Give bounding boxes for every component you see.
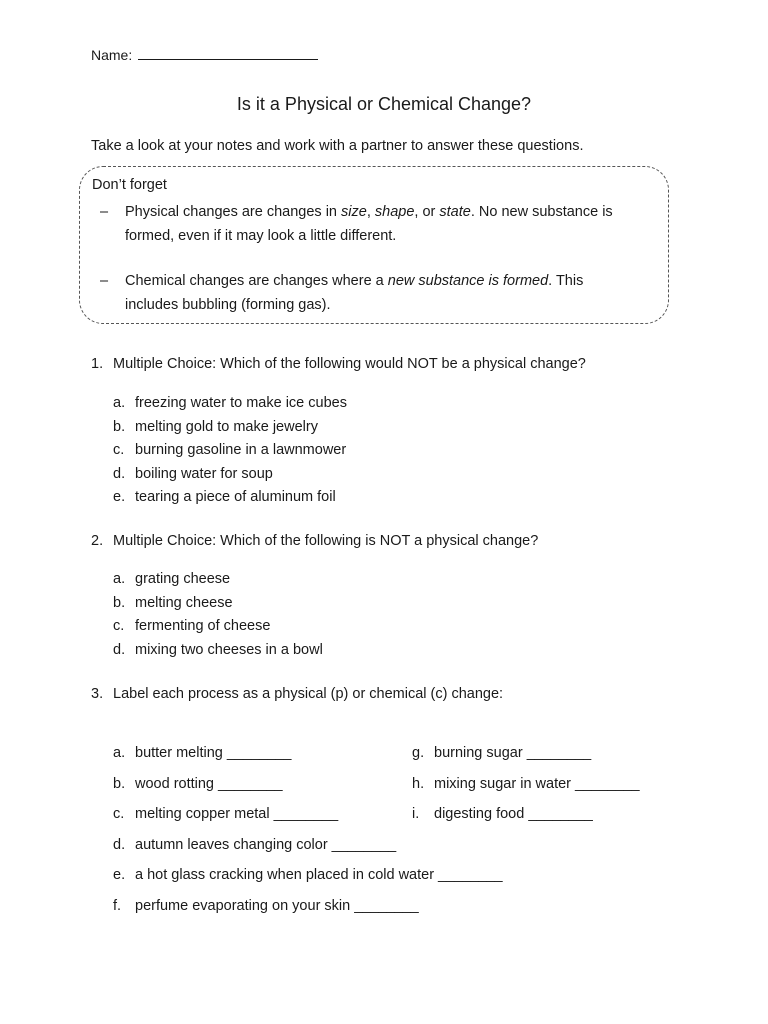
label-item[interactable]: e. a hot glass cracking when placed in cold water ________	[113, 867, 503, 883]
answer-option[interactable]: a. grating cheese	[113, 571, 231, 587]
name-blank-line	[138, 47, 318, 60]
answer-option[interactable]: b. melting cheese	[113, 594, 233, 611]
page-title: Is it a Physical or Chemical Change?	[236, 94, 532, 114]
reminder-box	[79, 166, 669, 324]
question-text: Multiple Choice: Which of the following would NOT be a physical change?	[113, 356, 586, 372]
reminder-bullet-physical	[100, 200, 640, 248]
question-number: 3.	[91, 686, 104, 702]
dash-bullet: –	[100, 204, 109, 220]
reminder-bullet-chemical	[100, 269, 640, 317]
label-item[interactable]: f. perfume evaporating on your skin ________	[113, 897, 419, 914]
label-item[interactable]: c. melting copper metal ________	[113, 806, 339, 822]
question-2-options	[113, 568, 323, 662]
question-number: 2.	[91, 533, 104, 549]
label-item[interactable]: a. butter melting ________	[113, 745, 292, 761]
answer-option[interactable]: b. melting gold to make jewelry	[113, 418, 318, 435]
label-item[interactable]: i. digesting food ________	[412, 806, 593, 822]
question-1-options	[113, 392, 347, 510]
answer-option[interactable]: e. tearing a piece of aluminum foil	[113, 489, 336, 505]
reminder-bullet-text: Chemical changes are changes where a new substance is formed. This includes bubbling (forming gas).	[125, 273, 584, 313]
answer-option[interactable]: d. boiling water for soup	[113, 465, 273, 482]
label-item[interactable]: h. mixing sugar in water ________	[412, 775, 640, 792]
intro-text: Take a look at your notes and work with a partner to answer these questions.	[91, 138, 584, 154]
label-item[interactable]: d. autumn leaves changing color ________	[113, 836, 397, 853]
answer-option[interactable]: d. mixing two cheeses in a bowl	[113, 641, 323, 658]
answer-option[interactable]: a. freezing water to make ice cubes	[113, 395, 347, 411]
label-item[interactable]: g. burning sugar ________	[412, 745, 592, 761]
label-item[interactable]: b. wood rotting ________	[113, 775, 283, 792]
question-2	[91, 533, 538, 549]
reminder-heading: Don’t forget	[92, 177, 167, 193]
question-1	[91, 356, 586, 372]
question-3	[91, 686, 503, 702]
name-field	[91, 47, 318, 63]
question-number: 1.	[91, 356, 104, 372]
reminder-bullet-text: Physical changes are changes in size, shape, or state. No new substance is formed, even if it may look a little different.	[125, 204, 613, 244]
question-3-right-column	[412, 738, 640, 830]
dash-bullet: –	[100, 273, 109, 289]
question-text: Multiple Choice: Which of the following is NOT a physical change?	[113, 533, 539, 549]
answer-option[interactable]: c. burning gasoline in a lawnmower	[113, 442, 347, 458]
answer-option[interactable]: c. fermenting of cheese	[113, 618, 271, 634]
name-label: Name:	[91, 47, 133, 63]
question-text: Label each process as a physical (p) or chemical (c) change:	[113, 686, 504, 702]
